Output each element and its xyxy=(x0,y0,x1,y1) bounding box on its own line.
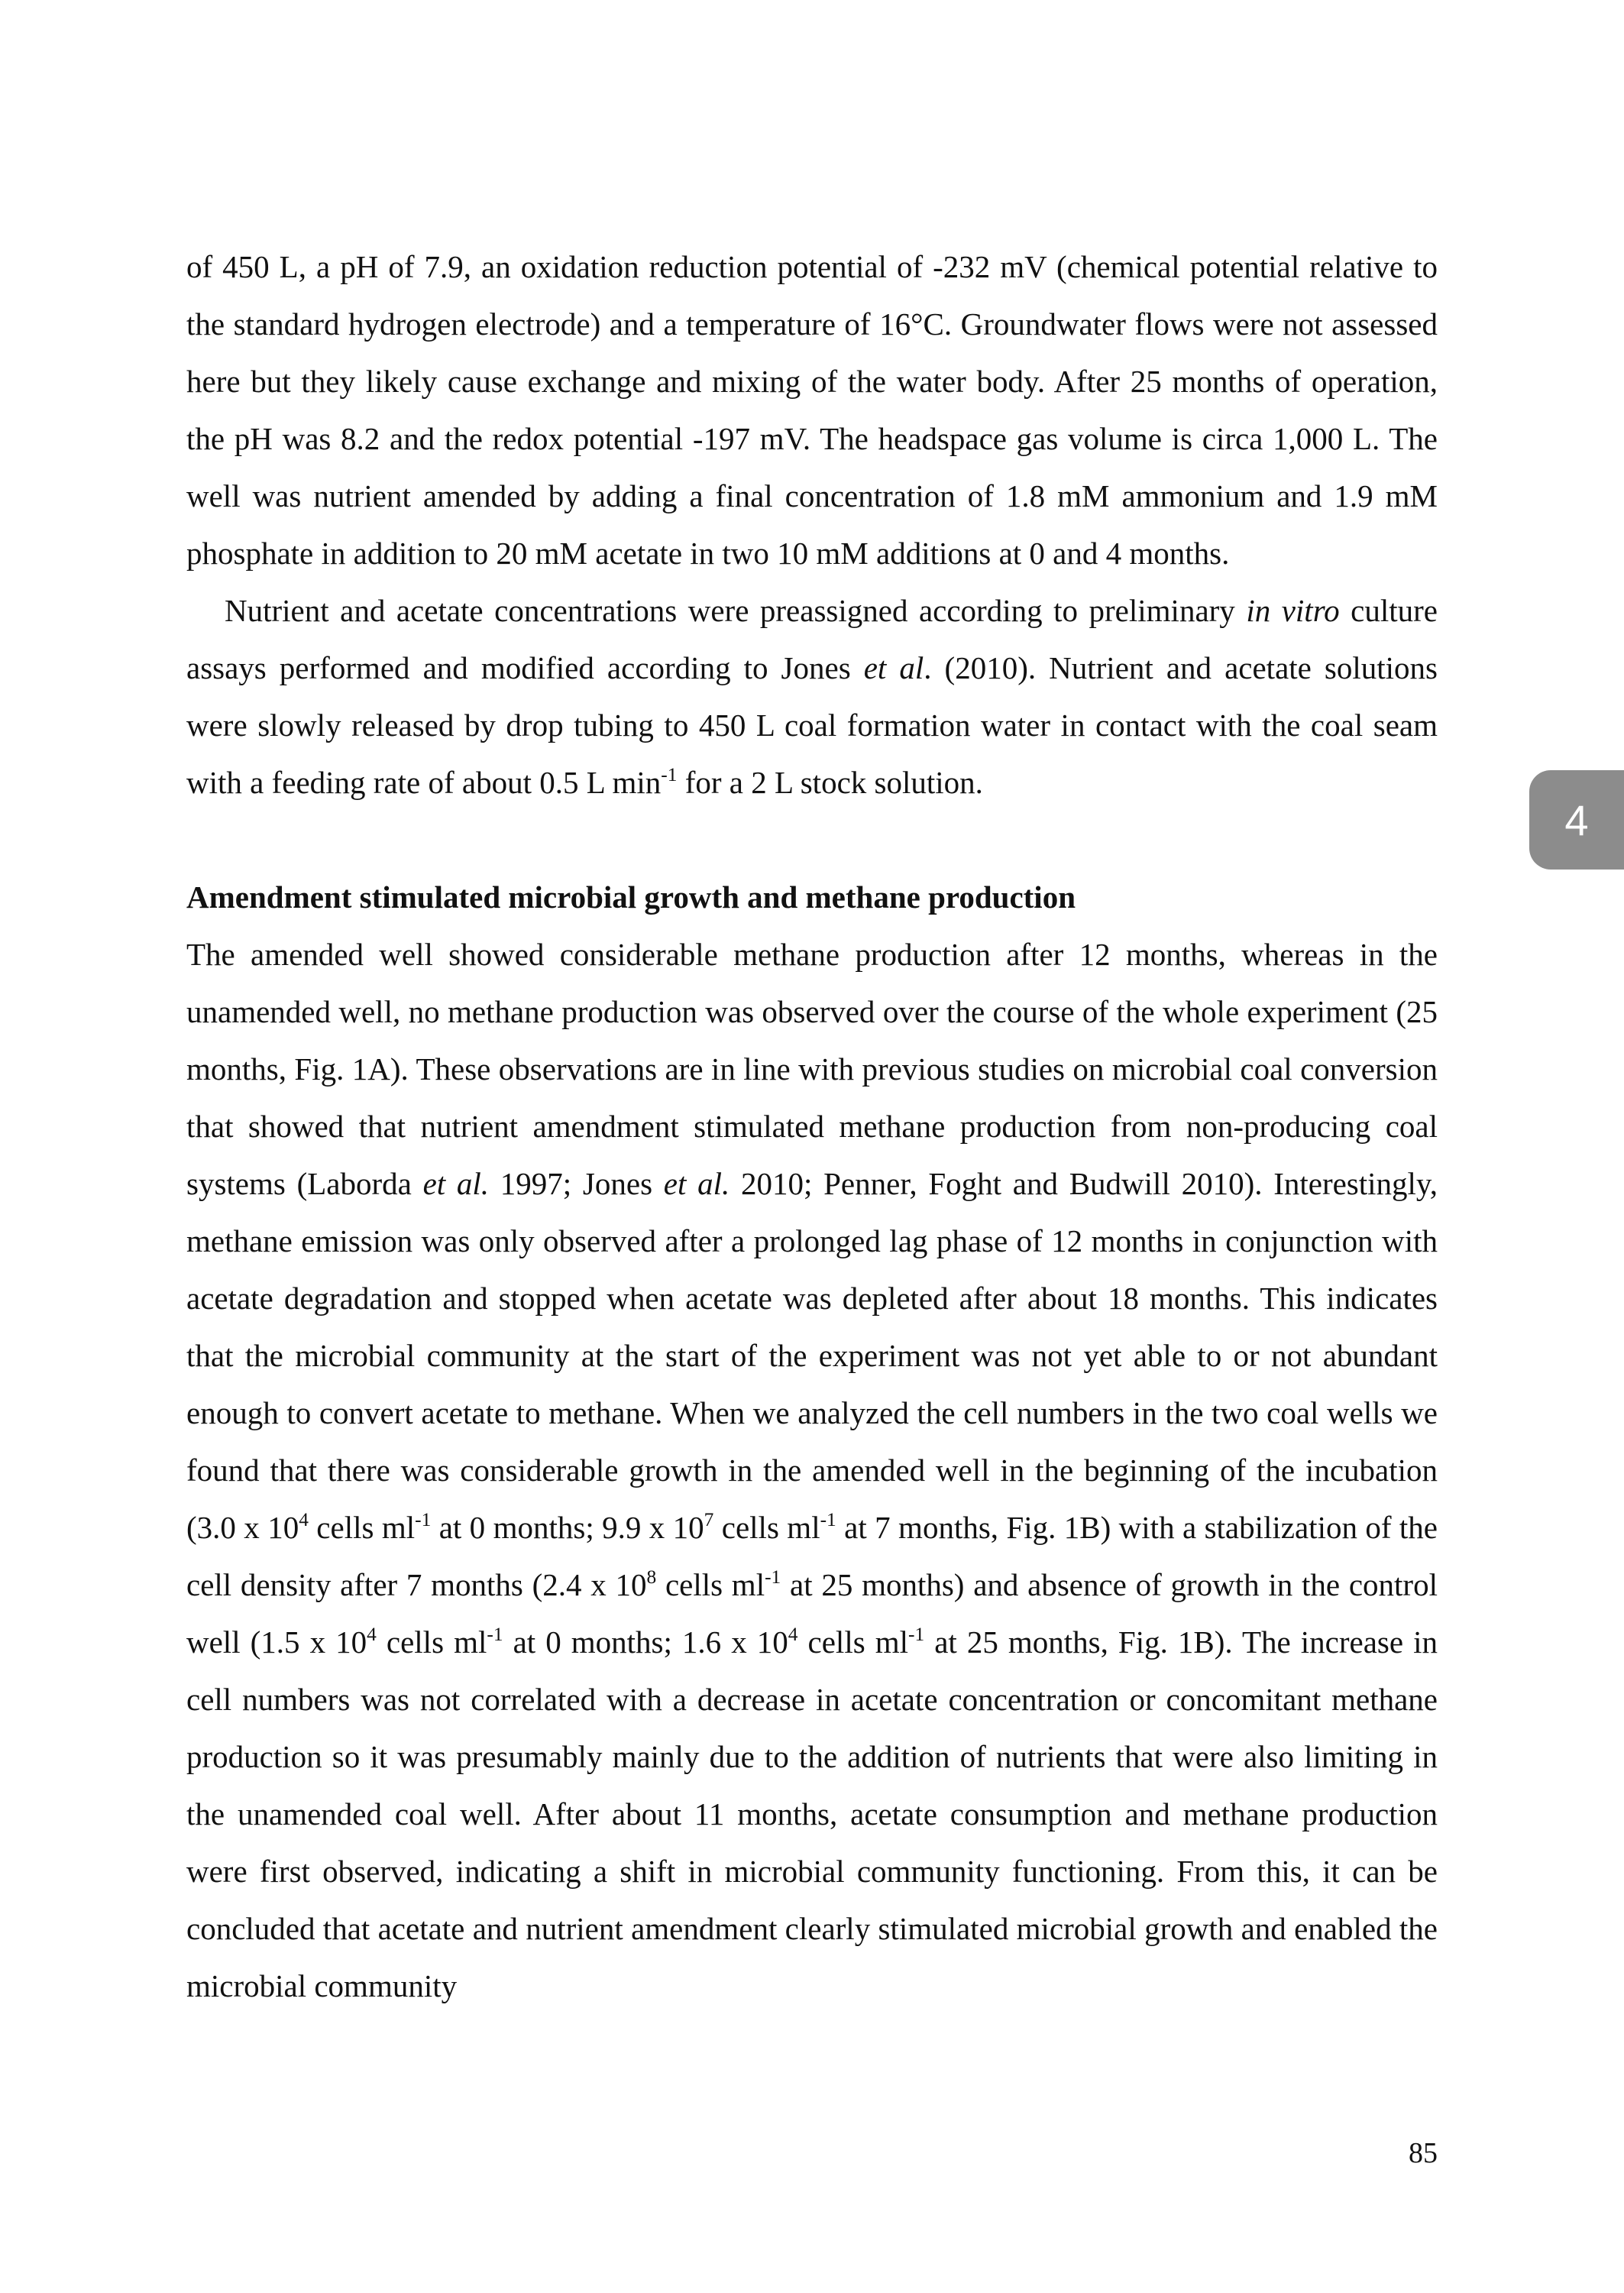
chapter-tab: 4 xyxy=(1529,770,1624,870)
superscript: -1 xyxy=(908,1624,925,1646)
superscript: 8 xyxy=(646,1566,657,1589)
text-run: culture assays performed and modified according to Jones xyxy=(186,593,1438,685)
superscript: -1 xyxy=(661,764,678,786)
italic-run: et al xyxy=(863,650,924,685)
superscript: 7 xyxy=(704,1509,714,1531)
page-number: 85 xyxy=(1409,2137,1438,2169)
text-run: The amended well showed considerable methane production after 12 months, whereas in the unamended well, no methane production was observed over the course of the whole experiment (25 months, Fig. 1A). These observations are in line with previous studies on microbial coal conversion that showed that nutrient amendment stimulated methane production from non-producing coal systems (Laborda xyxy=(186,937,1438,1201)
page-body xyxy=(186,238,1438,2015)
text-run: . (2010). Nutrient and acetate solutions were slowly released by drop tubing to 450 L coal formation water in contact with the coal seam with a feeding rate of about 0.5 L min xyxy=(186,650,1438,800)
text-run: Nutrient and acetate concentrations were preassigned according to preliminary xyxy=(225,593,1247,628)
text-run: cells ml xyxy=(656,1567,765,1602)
superscript: 4 xyxy=(367,1624,377,1646)
superscript: 4 xyxy=(299,1509,309,1531)
paragraph-1-text: of 450 L, a pH of 7.9, an oxidation reduction potential of -232 mV (chemical potential relative to the standard hydrogen electrode) and a temperature of 16°C. Groundwater flows were not assessed here but they likely cause exchange and mixing of the water body. After 25 months of operation, the pH was 8.2 and the redox potential -197 mV. The headspace gas volume is circa 1,000 L. The well was nutrient amended by adding a final concentration of 1.8 mM ammonium and 1.9 mM phosphate in addition to 20 mM acetate in two 10 mM additions at 0 and 4 months. xyxy=(186,249,1438,571)
paragraph-1 xyxy=(186,238,1438,582)
text-run: 1997; Jones xyxy=(489,1166,664,1201)
text-run: cells ml xyxy=(713,1510,820,1545)
superscript: 4 xyxy=(788,1624,798,1646)
superscript: -1 xyxy=(765,1566,781,1589)
text-run: 2010; Penner, Foght and Budwill 2010). Interestingly, methane emission was only observed after a prolonged lag phase of 12 months in conjunction with acetate degradation and stopped when acetate was depleted after about 18 months. This indicates that the microbial community at the start of the experiment was not yet able to or not abundant enough to convert acetate to methane. When we analyzed the cell numbers in the two coal wells we found that there was considerable growth in the amended well in the beginning of the incubation (3.0 x 10 xyxy=(186,1166,1438,1545)
text-run: at 0 months; 9.9 x 10 xyxy=(431,1510,704,1545)
paragraph-3 xyxy=(186,926,1438,2015)
text-run: at 25 months) and absence of growth in the control well (1.5 x 10 xyxy=(186,1567,1438,1660)
italic-run: in vitro xyxy=(1246,593,1340,628)
text-run: at 25 months, Fig. 1B). The increase in cell numbers was not correlated with a decrease in acetate concentration or concomitant methane production so it was presumably mainly due to the addition of nutrients that were also limiting in the unamended coal well. After about 11 months, acetate consumption and methane production were first observed, indicating a shift in microbial community functioning. From this, it can be concluded that acetate and nutrient amendment clearly stimulated microbial growth and enabled the microbial community xyxy=(186,1624,1438,2003)
italic-run: et al. xyxy=(422,1166,490,1201)
superscript: -1 xyxy=(820,1509,836,1531)
text-run: cells ml xyxy=(376,1624,487,1660)
superscript: -1 xyxy=(487,1624,503,1646)
text-run: for a 2 L stock solution. xyxy=(677,765,983,800)
superscript: -1 xyxy=(415,1509,432,1531)
text-run: cells ml xyxy=(308,1510,416,1545)
text-run: at 0 months; 1.6 x 10 xyxy=(503,1624,788,1660)
section-heading: Amendment stimulated microbial growth and methane production xyxy=(186,879,1076,915)
paragraph-2 xyxy=(186,582,1438,811)
italic-run: et al. xyxy=(663,1166,730,1201)
text-run: cells ml xyxy=(797,1624,908,1660)
text-run: at 7 months, Fig. 1B) with a stabilization of the cell density after 7 months (2.4 x 10 xyxy=(186,1510,1438,1602)
